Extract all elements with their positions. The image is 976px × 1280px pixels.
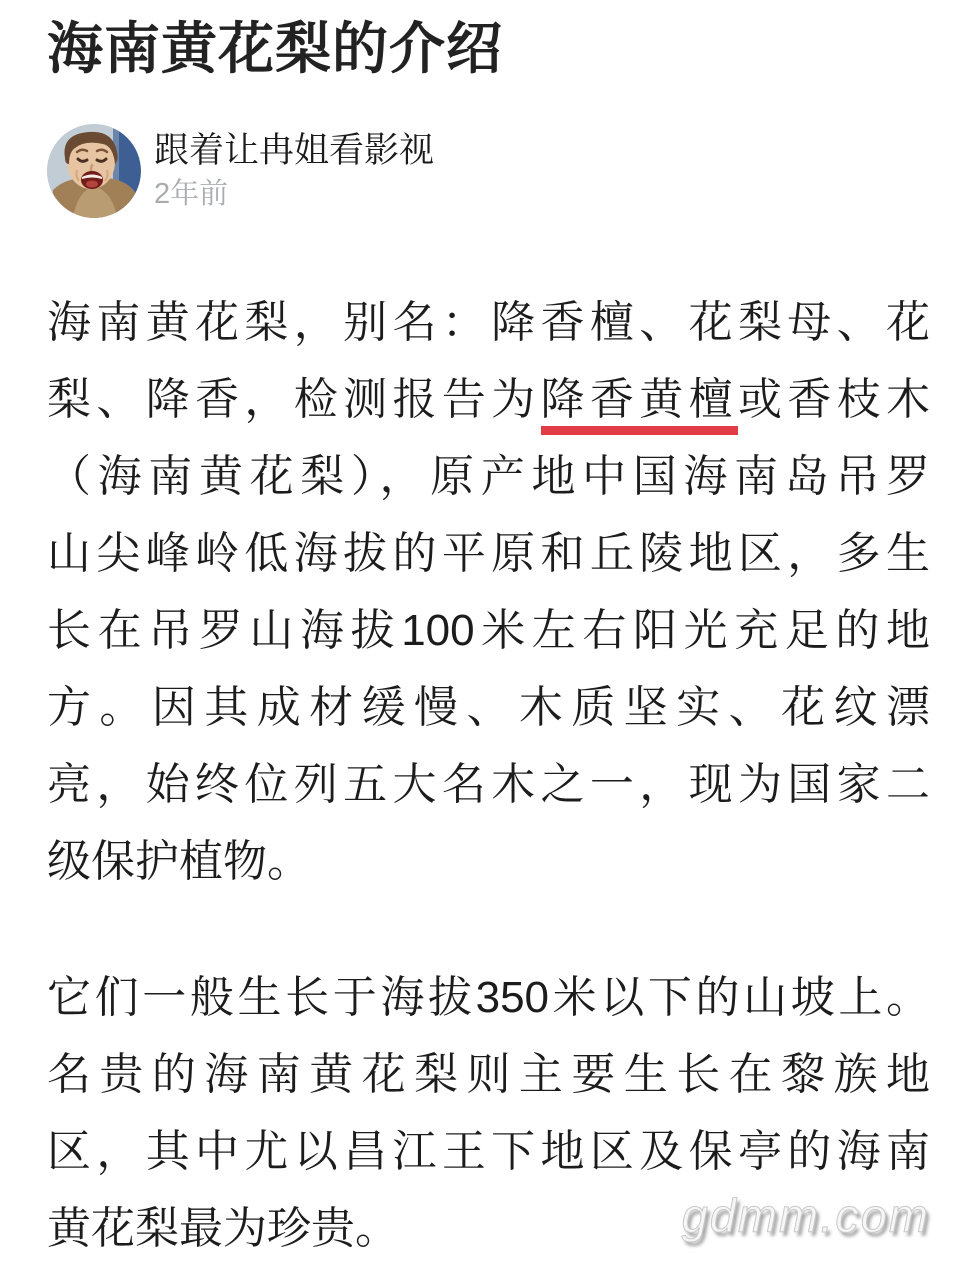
author-row[interactable] [47, 123, 930, 218]
author-avatar[interactable] [47, 124, 141, 218]
text-segment: 或香枝木 [737, 375, 930, 424]
text-line: （海南黄花梨），原产地中国海南岛吊罗 [47, 452, 930, 501]
text-line: 亮，始终位列五大名木之一，现为国家二 [47, 760, 930, 809]
post-time: 2年前 [154, 177, 229, 210]
site-watermark: gdmm.com [681, 1189, 930, 1242]
paragraph-1 [47, 284, 930, 900]
red-underlined-text: 降香黄檀 [541, 375, 738, 435]
article-body [47, 284, 930, 1267]
text-line: 级保护植物。 [47, 837, 311, 886]
text-line: 长在吊罗山海拔100米左右阳光充足的地 [47, 606, 930, 655]
avatar-image [47, 124, 141, 218]
text-line: 山尖峰岭低海拔的平原和丘陵地区，多生 [47, 529, 930, 578]
text-segment: 梨、降香，检测报告为 [47, 375, 541, 424]
text-line [47, 361, 930, 438]
page-title: 海南黄花梨的介绍 [47, 17, 503, 80]
text-line: 方。因其成材缓慢、木质坚实、花纹漂 [47, 683, 930, 732]
text-line: 它们一般生长于海拔350米以下的山坡上。 [47, 973, 930, 1022]
text-line: 海南黄花梨，别名：降香檀、花梨母、花 [47, 298, 930, 347]
author-meta [154, 131, 434, 211]
text-line: 区，其中尤以昌江王下地区及保亭的海南 [47, 1127, 930, 1176]
author-name[interactable]: 跟着让冉姐看影视 [154, 130, 435, 170]
text-line: 黄花梨最为珍贵。 [47, 1204, 399, 1253]
text-line: 名贵的海南黄花梨则主要生长在黎族地 [47, 1050, 930, 1099]
